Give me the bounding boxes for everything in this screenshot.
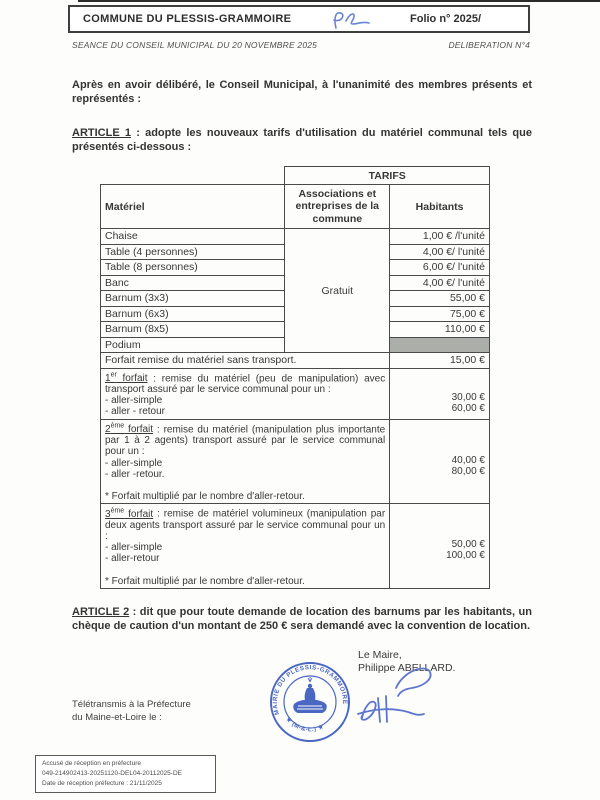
- forfait1-text: : remise du matériel (peu de manipulation) avec transport assuré par le service communal pour un :: [105, 372, 386, 396]
- scan-edge-line: [78, 0, 600, 2]
- forfait2-sup: ème: [110, 422, 125, 430]
- col-header-associations: Associations et entreprises de la commune: [285, 185, 390, 229]
- table-row-forfait-base: [101, 353, 490, 369]
- svg-text:★ (M-&-L.) ★: [284, 716, 325, 733]
- mayor-title: Le Maire,: [358, 649, 402, 661]
- article2-paragraph: [72, 606, 532, 633]
- col-header-materiel: Matériel: [101, 185, 285, 229]
- tarifs-header: TARIFS: [285, 167, 490, 185]
- forfait1-prices: [390, 368, 490, 419]
- empty-corner-cell: [101, 167, 285, 185]
- subheader-row: [72, 40, 530, 50]
- article1-paragraph: [72, 127, 532, 154]
- folio-number: Folio n° 2025/: [410, 13, 482, 25]
- forfait3-line-label: - aller-retour: [105, 553, 160, 565]
- forfait3-text: : remise de matériel volumineux (manipulation par deux agents transport assuré par le service communal pour un :: [105, 508, 386, 542]
- forfait1-line-label: - aller - retour: [105, 406, 166, 418]
- table-row-forfait-3: [101, 504, 490, 589]
- receipt-line1: Accusé de réception en préfecture: [42, 760, 142, 767]
- forfait2-note: * Forfait multiplié par le nombre d'aller-retour.: [105, 490, 305, 502]
- deliberation-label: DELIBERATION N°4: [448, 40, 530, 50]
- forfait2-description: [101, 419, 390, 504]
- receipt-line3: Date de réception préfecture : 21/11/2025: [42, 780, 162, 788]
- document-header-box: [68, 5, 530, 33]
- forfait3-title: [105, 509, 153, 520]
- item-price: 55,00 €: [390, 291, 490, 307]
- forfait3-line-label: - aller-simple: [105, 542, 163, 554]
- forfait3-prices: [390, 504, 490, 589]
- stamp-top-text: MAIRIE DU PLESSIS-GRAMMOIRE: [271, 664, 349, 716]
- item-price: 1,00 € /l'unité: [390, 229, 490, 245]
- forfait-base-price: 15,00 €: [390, 353, 490, 369]
- item-price: 110,00 €: [390, 322, 490, 338]
- forfait2-prices: [390, 419, 490, 504]
- commune-title: COMMUNE DU PLESSIS-GRAMMOIRE: [83, 13, 292, 25]
- seance-label: SEANCE DU CONSEIL MUNICIPAL DU 20 NOVEMBRE 2025: [72, 40, 318, 50]
- forfait3-note: * Forfait multiplié par le nombre d'aller-retour.: [105, 575, 305, 587]
- forfait-base-label: Forfait remise du matériel sans transport.: [101, 353, 390, 369]
- forfait3-description: [101, 504, 390, 589]
- forfait1-word: forfait: [116, 372, 148, 384]
- handwritten-initials: [328, 8, 372, 34]
- item-name: Table (8 personnes): [101, 260, 285, 276]
- podium-redacted-cell: [390, 337, 490, 353]
- intro-paragraph: Après en avoir délibéré, le Conseil Municipal, à l'unanimité des membres présents et représentés :: [72, 79, 532, 105]
- mayor-signature-scribble: [350, 662, 446, 734]
- stamp-emblem-icon: [293, 677, 327, 713]
- table-row-forfait-2: [101, 419, 490, 504]
- forfait3-word: forfait: [124, 508, 154, 520]
- table-row: [101, 229, 490, 245]
- col-header-habitants: Habitants: [390, 185, 490, 229]
- receipt-line2: 049-214902413-20251120-DEL04-20112025-DE: [42, 770, 182, 778]
- prefecture-receipt-box: [35, 755, 216, 793]
- item-name: Barnum (8x5): [101, 322, 285, 338]
- forfait1-title: [105, 373, 148, 384]
- item-name: Chaise: [101, 229, 285, 245]
- forfait3-sup: ème: [110, 507, 125, 515]
- transmission-line2: du Maine-et-Loire le :: [72, 712, 162, 723]
- table-row-forfait-1: [101, 368, 490, 419]
- forfait2-num: 2: [105, 423, 111, 435]
- item-name: Table (4 personnes): [101, 244, 285, 260]
- forfait1-line-label: - aller-simple: [105, 395, 163, 407]
- tarif-table: [100, 166, 490, 589]
- municipal-stamp: [268, 660, 352, 744]
- item-price: 4,00 €/ l'unité: [390, 244, 490, 260]
- stamp-bottom-text: ★ (M-&-L.) ★: [284, 716, 326, 734]
- forfait1-description: [101, 368, 390, 419]
- item-name: Banc: [101, 275, 285, 291]
- item-price: 4,00 €/ l'unité: [390, 275, 490, 291]
- forfait3-price: 50,00 €: [451, 539, 485, 551]
- forfait2-line-label: - aller -retour.: [105, 468, 165, 480]
- item-name: Barnum (6x3): [101, 306, 285, 322]
- transmission-line1: Télétransmis à la Préfecture: [72, 699, 191, 710]
- gratuit-cell: Gratuit: [285, 229, 390, 353]
- mayor-name: Philippe ABELLARD.: [358, 662, 456, 674]
- table-title-row: [101, 167, 490, 185]
- forfait2-text: : remise du matériel (manipulation plus importante par 1 à 2 agents) transport assuré par le service communal pour un :: [105, 423, 386, 458]
- forfait1-price: 30,00 €: [451, 391, 485, 403]
- item-name: Podium: [101, 337, 285, 353]
- item-price: 75,00 €: [390, 306, 490, 322]
- article1-text: : adopte les nouveaux tarifs d'utilisation du matériel communal tels que présentés ci-dessous :: [72, 127, 532, 153]
- table-header-row: [101, 185, 490, 229]
- forfait2-price: 80,00 €: [451, 465, 485, 477]
- forfait2-word: forfait: [124, 423, 154, 435]
- forfait3-price: 100,00 €: [446, 550, 485, 562]
- forfait1-num: 1: [105, 372, 111, 384]
- article2-text: : dit que pour toute demande de location des barnums par les habitants, un chèque de caution d'un montant de 250 € sera demandé avec la convention de location.: [72, 606, 532, 632]
- forfait1-sup: er: [110, 371, 117, 379]
- forfait2-price: 40,00 €: [451, 454, 485, 466]
- transmission-note: [72, 698, 191, 724]
- article1-label: ARTICLE 1: [72, 127, 131, 139]
- article2-label: ARTICLE 2: [72, 606, 130, 618]
- forfait2-title: [105, 424, 153, 435]
- item-price: 6,00 €/ l'unité: [390, 260, 490, 276]
- item-name: Barnum (3x3): [101, 291, 285, 307]
- forfait3-num: 3: [105, 508, 111, 520]
- forfait1-price: 60,00 €: [451, 402, 485, 414]
- forfait2-line-label: - aller-simple: [105, 457, 163, 469]
